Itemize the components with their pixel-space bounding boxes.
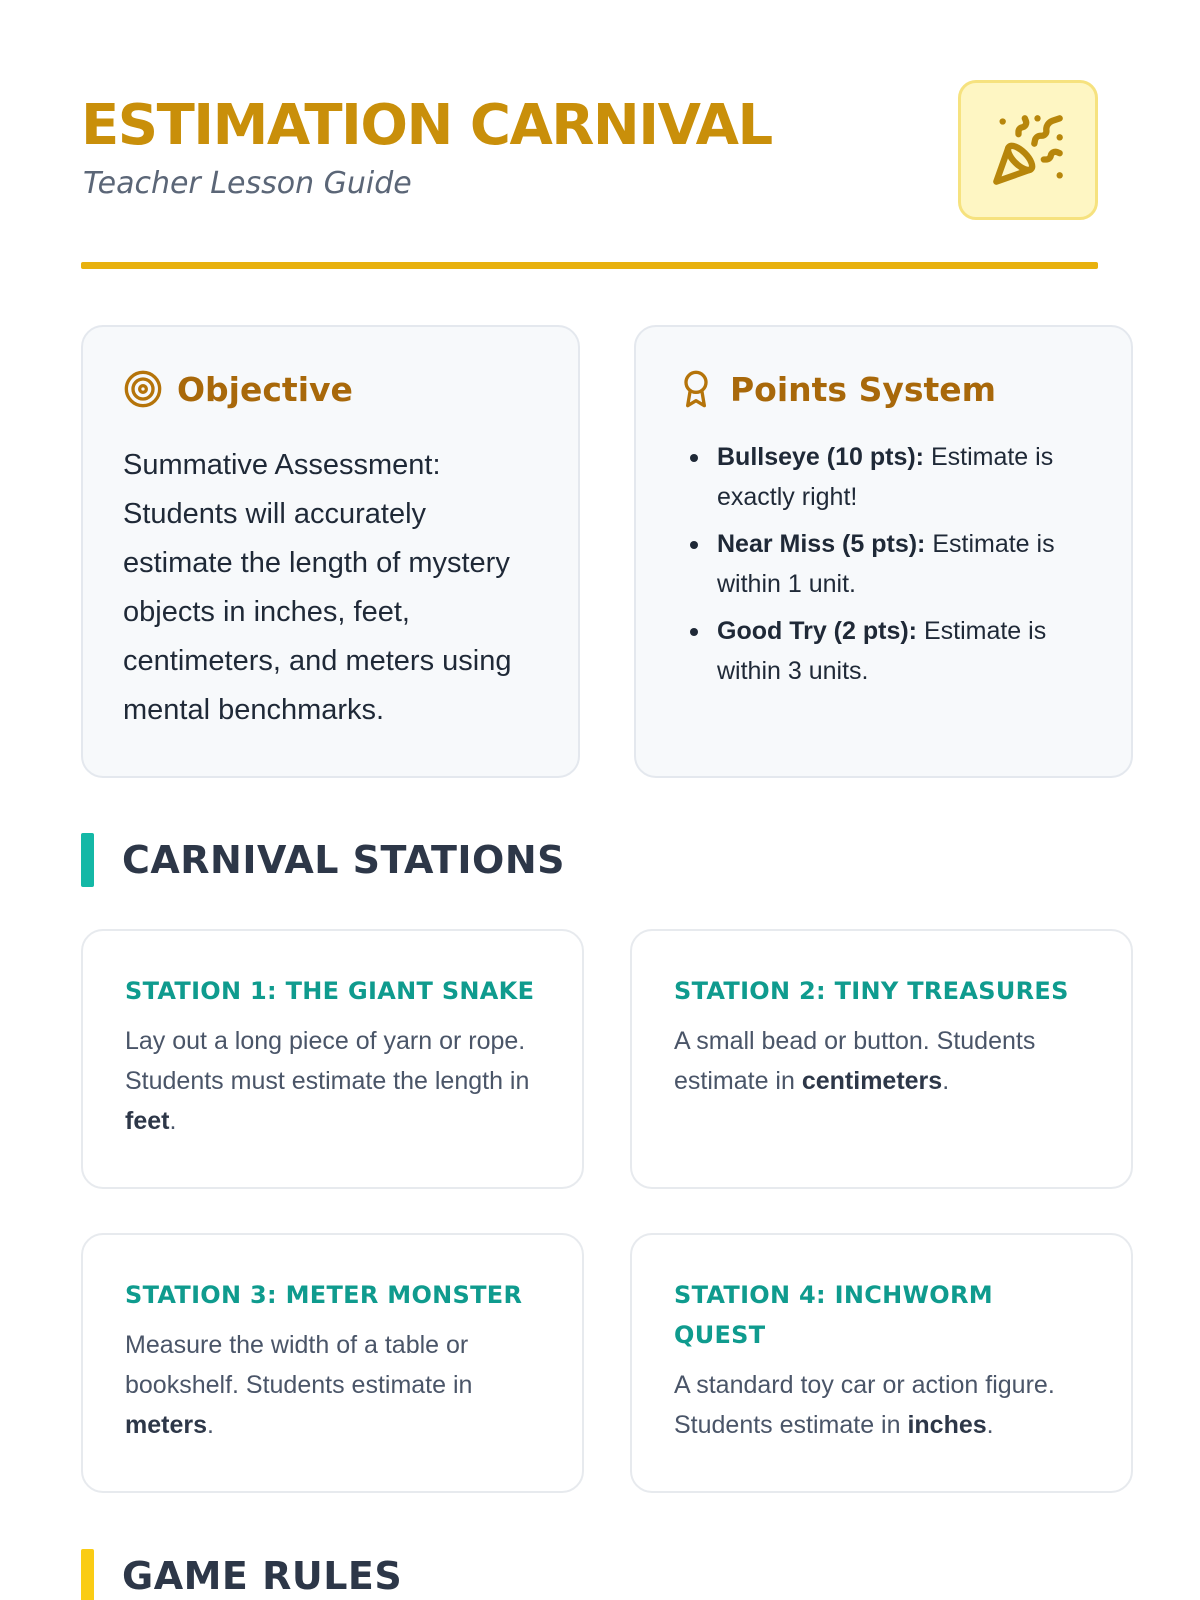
points-label: Near Miss (5 pts): (717, 530, 926, 558)
header-divider (81, 262, 1098, 269)
station-card (81, 929, 584, 1189)
rules-section-heading (81, 1548, 402, 1600)
station-text: Measure the width of a table or bookshelf. Students estimate in meters. (125, 1331, 473, 1439)
station-text: Lay out a long piece of yarn or rope. Students must estimate the length in feet. (125, 1027, 530, 1135)
header (81, 80, 1098, 220)
points-header (676, 367, 1091, 411)
station-card (630, 1233, 1133, 1493)
points-label: Bullseye (10 pts): (717, 443, 925, 471)
list-item (676, 524, 1091, 604)
station-title: STATION 2: TINY TREASURES (674, 977, 1069, 1005)
objective-title: Objective (177, 369, 353, 409)
station-card (630, 929, 1133, 1189)
stations-section-heading (81, 832, 565, 888)
section-accent-bar (81, 1549, 94, 1600)
page-title: ESTIMATION CARNIVAL (81, 93, 772, 158)
points-card (634, 325, 1133, 778)
objective-text: Summative Assessment: Students will accurately estimate the length of mystery objects in inches, feet, centimeters, and meters using mental benchmarks. (123, 449, 512, 726)
points-list (676, 437, 1091, 691)
station-title: STATION 4: INCHWORM QUEST (674, 1281, 993, 1349)
points-label: Good Try (2 pts): (717, 617, 917, 645)
points-title: Points System (730, 369, 997, 409)
list-item (676, 611, 1091, 691)
objective-header (123, 367, 538, 411)
points-text: Estimate is within 1 unit. (717, 530, 1055, 598)
header-badge (958, 80, 1098, 220)
page-subtitle: Teacher Lesson Guide (83, 166, 412, 201)
station-text: A small bead or button. Students estimate in centimeters. (674, 1027, 1036, 1095)
objective-card (81, 325, 580, 778)
party-popper-icon (990, 112, 1066, 188)
target-icon (123, 369, 163, 409)
section-accent-bar (81, 833, 94, 887)
station-title: STATION 1: THE GIANT SNAKE (125, 977, 535, 1005)
points-text: Estimate is exactly right! (717, 443, 1054, 511)
station-title: STATION 3: METER MONSTER (125, 1281, 523, 1309)
award-ribbon-icon (676, 369, 716, 409)
list-item (676, 437, 1091, 517)
station-card (81, 1233, 584, 1493)
points-text: Estimate is within 3 units. (717, 617, 1047, 685)
section-title: CARNIVAL STATIONS (122, 838, 566, 882)
station-text: A standard toy car or action figure. Students estimate in inches. (674, 1371, 1055, 1439)
section-title: GAME RULES (122, 1554, 403, 1598)
